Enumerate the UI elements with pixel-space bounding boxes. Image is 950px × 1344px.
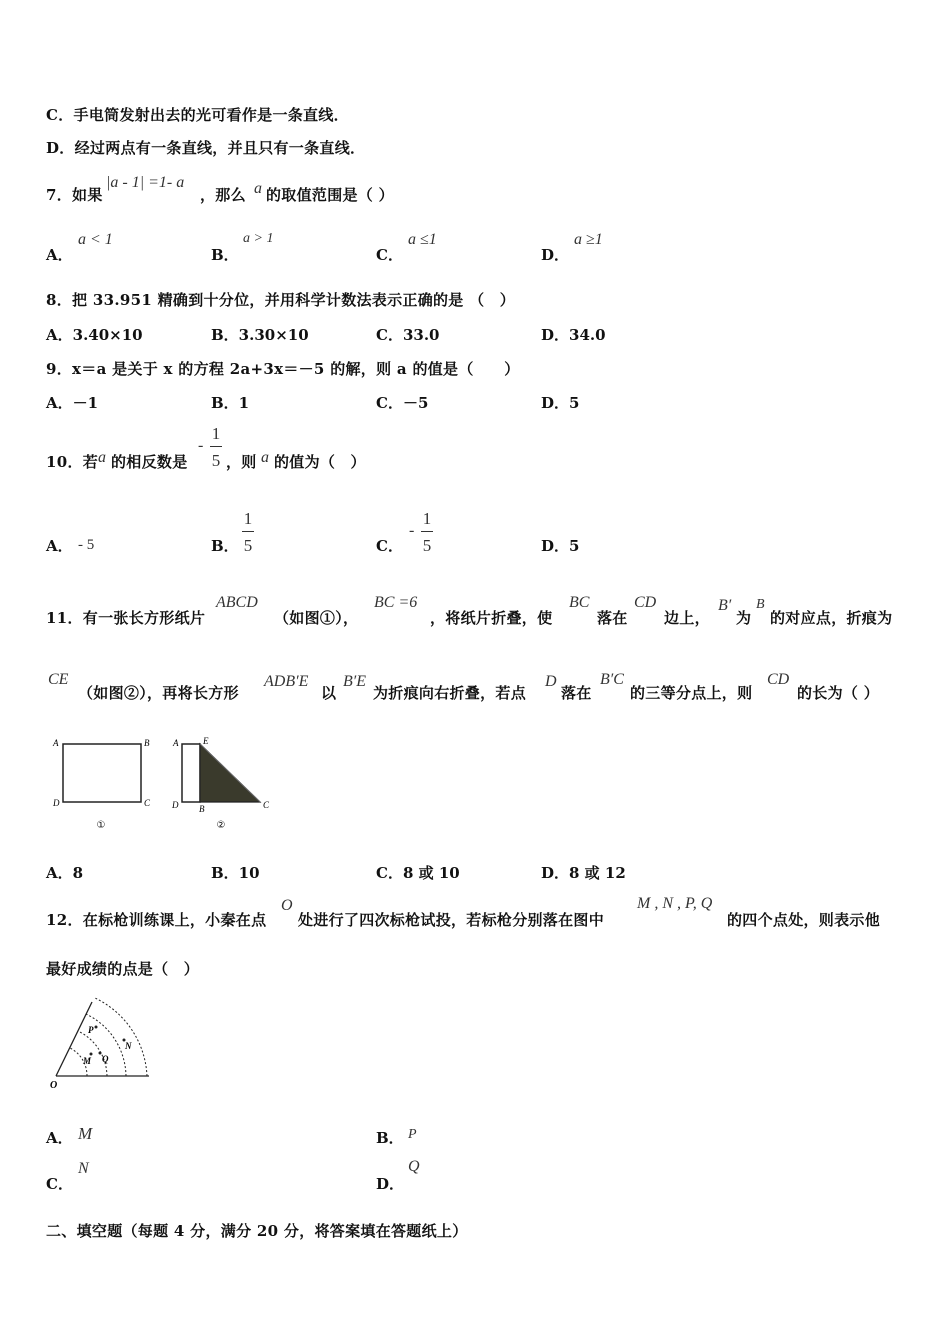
q7-option-b-label: B． xyxy=(211,246,239,264)
q12-option-c-label: C． xyxy=(46,1175,73,1193)
q10-mid: 的相反数是 xyxy=(111,453,188,471)
q9-option-b: B．1 xyxy=(211,394,250,412)
fig2-label-a: A xyxy=(173,738,179,748)
q8-option-b: B．3.30×10 xyxy=(211,326,309,344)
q12-l1-pre: 12．在标枪训练课上，小秦在点 xyxy=(46,911,267,929)
q11-option-d: D．8 或 12 xyxy=(541,864,626,882)
q10-option-c-den: 5 xyxy=(422,536,432,555)
q11-cd: CD xyxy=(634,594,657,611)
section-2-heading: 二、填空题（每题 4 分，满分 20 分，将答案填在答题纸上） xyxy=(46,1222,468,1240)
fig-label-q: Q xyxy=(102,1054,109,1064)
fig1-label-d: D xyxy=(53,798,60,808)
q12-point-o: O xyxy=(281,897,293,914)
q7-mid: ，那么 xyxy=(200,186,246,204)
option-c-text: C．手电筒发射出去的光可看作是一条直线． xyxy=(46,106,349,124)
q11-figure-2 xyxy=(168,732,280,832)
q10-option-c-minus: - xyxy=(409,522,415,539)
q12-l1-post: 的四个点处，则表示他 xyxy=(727,911,881,929)
fig-label-m: M xyxy=(83,1056,92,1066)
point-p xyxy=(95,1026,98,1029)
q9-text: 9．x＝a 是关于 x 的方程 2a+3x＝－5 的解，则 a 的值是（ ） xyxy=(46,360,520,378)
q11-b: B xyxy=(756,597,765,612)
q10-option-b-bar xyxy=(242,531,254,532)
q11-figure-1 xyxy=(48,732,160,832)
q12-option-a-label: A． xyxy=(46,1129,73,1147)
q11-ce: CE xyxy=(48,671,69,688)
q10-option-d: D．5 xyxy=(541,537,580,555)
fig1-label-a: A xyxy=(53,738,59,748)
q10-var2: a xyxy=(261,449,269,466)
q12-option-a-math: M xyxy=(78,1124,93,1143)
q8-option-a: A．3.40×10 xyxy=(46,326,143,344)
q11-option-b: B．10 xyxy=(211,864,260,882)
q12-option-b-math: P xyxy=(408,1127,417,1142)
q7-option-d-label: D． xyxy=(541,246,570,264)
q7-option-d-math: a ≥1 xyxy=(574,231,603,248)
fig2-label-e: E xyxy=(203,736,209,746)
q11-l1-e: 为 xyxy=(736,609,752,627)
q11-l2-a: （如图②），再将长方形 xyxy=(78,684,239,702)
q11-d: D xyxy=(545,673,557,690)
fig1-label-b: B xyxy=(144,738,150,748)
q10-prefix: 10．若 xyxy=(46,453,99,471)
fig1-label-c: C xyxy=(144,798,151,808)
q11-l1-f: 的对应点，折痕为 xyxy=(770,609,893,627)
q11-abcd: ABCD xyxy=(216,594,258,611)
q11-l1-d: 边上， xyxy=(664,609,710,627)
q10-minus: - xyxy=(198,437,204,454)
q11-l2-b: 以 xyxy=(321,684,337,702)
q7-suffix: 的取值范围是（ ） xyxy=(266,186,394,204)
q9-option-c: C．－5 xyxy=(376,394,429,412)
q10-frac-num: 1 xyxy=(211,424,221,443)
q10-option-c-label: C． xyxy=(376,537,403,555)
fig1-caption: ① xyxy=(96,820,106,831)
q9-option-a: A．－1 xyxy=(46,394,99,412)
q12-option-c-math: N xyxy=(78,1160,89,1177)
fig-label-n: N xyxy=(125,1041,132,1051)
q12-l2: 最好成绩的点是（ ） xyxy=(46,960,200,978)
q10-post1: ，则 xyxy=(226,453,257,471)
rectangle-abcd xyxy=(63,744,141,802)
q11-l2-d: 落在 xyxy=(561,684,592,702)
q8-option-d: D．34.0 xyxy=(541,326,606,344)
q7-var: a xyxy=(254,180,262,197)
q10-option-b-den: 5 xyxy=(243,536,253,555)
q8-text: 8．把 33.951 精确到十分位，并用科学计数法表示正确的是 （ ） xyxy=(46,291,516,309)
q11-bc2: B′C xyxy=(600,671,624,688)
q7-option-a-label: A． xyxy=(46,246,73,264)
q11-l1-c: 落在 xyxy=(597,609,628,627)
q10-option-b-label: B． xyxy=(211,537,239,555)
q8-option-c: C．33.0 xyxy=(376,326,440,344)
fig2-label-b: B xyxy=(199,804,205,814)
q7-option-b-math: a > 1 xyxy=(243,231,274,246)
q10-var: a xyxy=(98,449,106,466)
fig2-label-d: D xyxy=(172,800,179,810)
fig2-label-c: C xyxy=(263,800,270,810)
q11-l2-c: 为折痕向右折叠，若点 xyxy=(373,684,527,702)
q11-bprime: B′ xyxy=(718,597,732,614)
q12-points: M , N , P, Q xyxy=(637,895,713,912)
q7-option-a-math: a < 1 xyxy=(78,231,113,248)
q11-l1-b: ，将纸片折叠，使 xyxy=(430,609,553,627)
q11-l2-e: 的三等分点上，则 xyxy=(630,684,753,702)
option-d-text: D．经过两点有一条直线，并且只有一条直线． xyxy=(46,139,366,157)
q11-l1-pre: 11．有一张长方形纸片 xyxy=(46,609,206,627)
q10-option-c-bar xyxy=(421,531,433,532)
fig2-caption: ② xyxy=(216,820,226,831)
fig-label-o: O xyxy=(50,1080,58,1091)
q12-option-b-label: B． xyxy=(376,1129,404,1147)
q12-figure xyxy=(46,996,156,1092)
q11-option-a: A．8 xyxy=(46,864,84,882)
q10-option-c-num: 1 xyxy=(422,509,432,528)
q11-bc6: BC =6 xyxy=(374,594,418,611)
q10-post2: 的值为（ ） xyxy=(274,453,366,471)
q7-expression: |a - 1| =1- a xyxy=(106,174,185,191)
q11-be: B′E xyxy=(343,673,367,690)
q7-option-c-label: C． xyxy=(376,246,403,264)
q10-frac-bar xyxy=(210,446,222,447)
q9-option-d: D．5 xyxy=(541,394,580,412)
q11-bc: BC xyxy=(569,594,590,611)
q10-option-a-math: - 5 xyxy=(78,537,95,553)
q12-l1-mid: 处进行了四次标枪试投，若标枪分别落在图中 xyxy=(298,911,605,929)
q11-adbe: ADB′E xyxy=(264,673,309,690)
arc-4 xyxy=(95,998,147,1076)
q10-option-b-num: 1 xyxy=(243,509,253,528)
rectangle-adbe xyxy=(182,744,200,802)
q12-option-d-math: Q xyxy=(408,1158,420,1175)
q11-cd2: CD xyxy=(767,671,790,688)
q7-option-c-math: a ≤1 xyxy=(408,231,437,248)
q12-option-d-label: D． xyxy=(376,1175,405,1193)
q7-prefix: 7．如果 xyxy=(46,186,103,204)
q11-option-c: C．8 或 10 xyxy=(376,864,460,882)
q10-option-a-label: A． xyxy=(46,537,73,555)
q11-l1-a: （如图①）， xyxy=(274,609,359,627)
q11-l2-f: 的长为（ ） xyxy=(797,684,880,702)
fig-label-p: P xyxy=(88,1025,94,1035)
q10-frac-den: 5 xyxy=(211,451,221,470)
